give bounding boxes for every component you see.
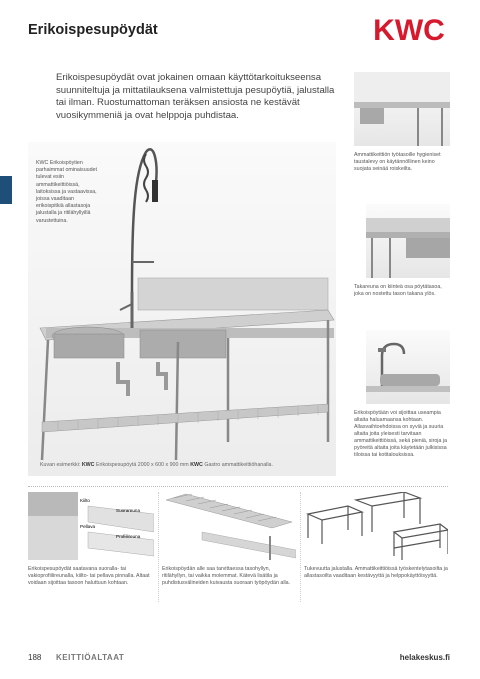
side-caption-2: Takareuna on kiinteä osa pöytätasoa, joka on nostettu tason takana ylös. <box>354 284 442 297</box>
side-caption-3: Erikoispöytään voi sijoittaa useampia altaita haluamaansa kohtaan. Allasvaihtoehdoissa on syviä ja suuria altaita joita yleisesti tarvitaan ammattikeittiöissä, sekä pieniä, sirojа ja pyöreitä altaita joita käytetään julkisissa tiloissa tai kotitalouksissa. <box>354 410 448 458</box>
page-number: 188 <box>28 653 42 662</box>
label-kiilto: Kiilto <box>80 498 90 503</box>
label-pellava: Pellava <box>80 524 96 529</box>
bottom-caption-2: Erikoispöydän alle saa tarvittaessa tasohyllyn, ritilähyllyn, tai vaikka molemmat. Kätevä lisätila ja puhdistusvälineiden kuivausta suoraan työpöydän alla. <box>162 566 291 586</box>
hero-description: KWC Erikoispöytien parhaimmat ominaisuudet tulevat esiin ammattikeittiöissä, laitoksissa ja vastaavissa, joissa vaaditaan erikoispitkiä allastasoja jalustalla ja ritilähyllyillä varustettuina. <box>36 160 97 224</box>
side-image-upstand <box>366 204 450 278</box>
kwc-logo <box>370 14 448 46</box>
hero-caption: Kuvan esimerkki: KWC Erikoispesupöytä 2000 x 600 x 900 mm KWC Gastro ammattikeittiöhanalla. <box>40 462 273 468</box>
bottom-divider-2 <box>300 492 301 602</box>
intro-paragraph: Erikoispesupöydät ovat jokainen omaan käyttötarkoitukseensa suunniteltuja ja mittatilauksena valmistettuja pesupöytiä, jalustalla tai ilman. Ruostumattoman teräksen ansiosta ne kestävät vuosikymmeniä ja ovat helppoja puhdistaa. <box>56 72 335 121</box>
section-name: KEITTIÖALTAAT <box>56 653 125 662</box>
site-link[interactable]: helakeskus.fi <box>399 653 450 662</box>
bottom-caption-3: Tukevuutta jalustalla. Ammattikeittiöissä työskentelytasoilta ja allastasoilta vaaditaan kestävyyttä ja helppokäyttöisyyttä. <box>304 566 448 579</box>
section-divider <box>28 486 448 487</box>
section-tab-marker <box>0 176 12 204</box>
side-caption-1: Ammattikeittiön työtasoille hygieniset taustalevy on käytännöllinen keino suojata seinää roiskeilta. <box>354 152 441 172</box>
side-image-faucet <box>366 330 450 404</box>
bottom-image-shelves <box>162 492 296 560</box>
bottom-divider-1 <box>158 492 159 602</box>
logo-text: KWC <box>373 14 445 46</box>
bottom-caption-1: Erikoispesupöydät saatavana suoralla- tai vakioprofiilireunalla, kiilto- tai pellava pinnalla. Altaat voidaan sijoittaa tasoon haluttuun kohtaan. <box>28 566 150 586</box>
bottom-image-frames <box>304 492 448 560</box>
bottom-image-surfaces <box>28 492 154 560</box>
page-title: Erikoispesupöydät <box>28 22 158 38</box>
side-image-backsplash <box>354 72 450 146</box>
label-suorareuna: Suorareuna <box>116 508 141 513</box>
label-profiilireuna: Profiilireuna <box>116 534 141 539</box>
